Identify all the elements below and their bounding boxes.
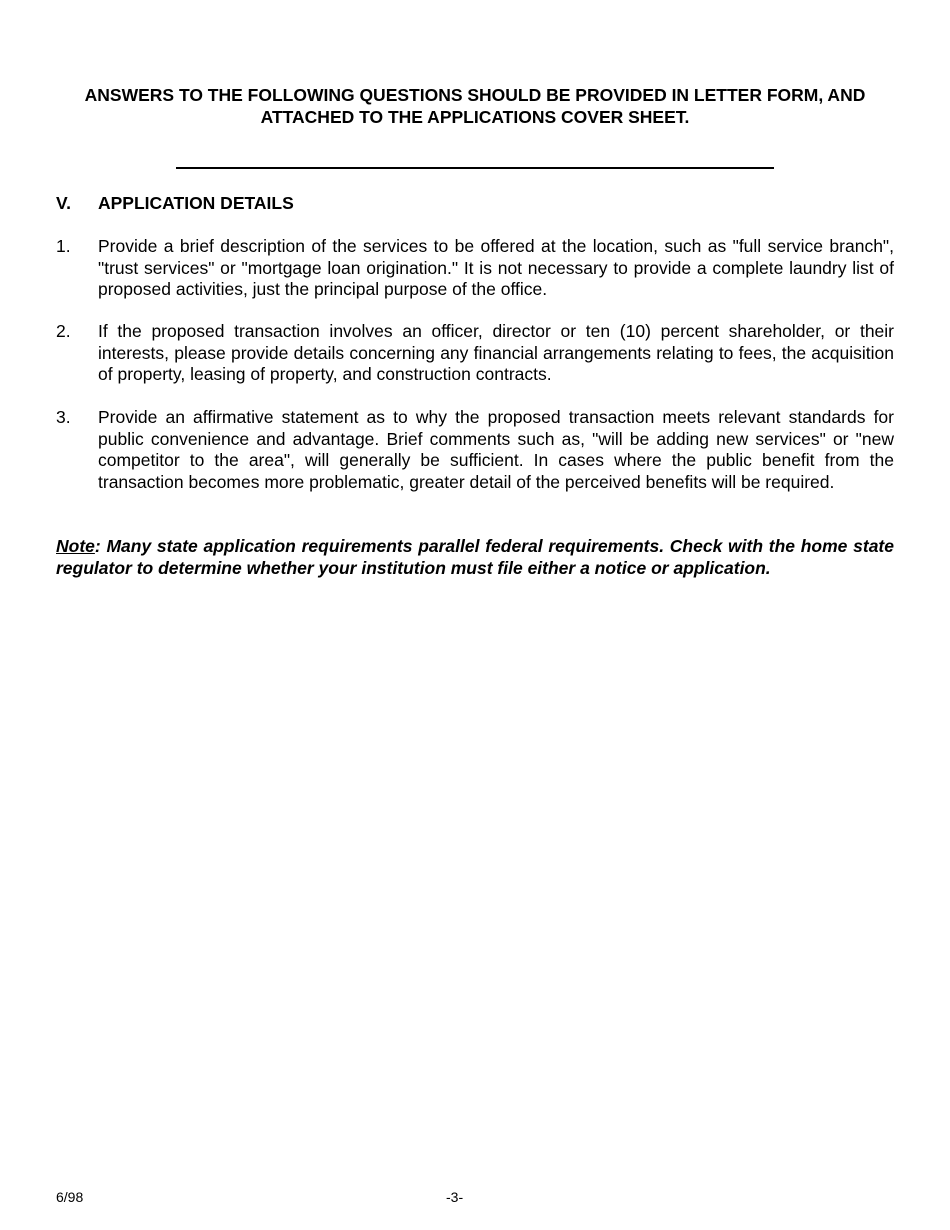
list-item — [56, 236, 894, 301]
instructions-header-line-2: ATTACHED TO THE APPLICATIONS COVER SHEET. — [260, 107, 690, 127]
horizontal-divider — [176, 167, 774, 169]
list-item-text: Provide a brief description of the services to be offered at the location, such as "full service branch", "trust services" or "mortgage loan origination." It is not necessary to provide a complete laundry list of proposed activities, just the principal purpose of the office. — [98, 236, 894, 299]
note-paragraph — [56, 536, 894, 579]
section-title: APPLICATION DETAILS — [98, 193, 294, 213]
note-label: Note — [56, 536, 95, 556]
list-item-number: 2. — [56, 321, 71, 341]
list-item — [56, 321, 894, 386]
list-item-text: If the proposed transaction involves an officer, director or ten (10) percent shareholder, or their interests, please provide details concerning any financial arrangements relating to fees, the acquisition of property, leasing of property, and construction contracts. — [98, 321, 894, 384]
footer-date: 6/98 — [56, 1189, 84, 1205]
list-item-number: 3. — [56, 407, 71, 427]
list-item-text: Provide an affirmative statement as to why the proposed transaction meets relevant standards for public convenience and advantage. Brief comments such as, "will be adding new services" or "new competitor to the area", will generally be sufficient. In cases where the public benefit from the transaction becomes more problematic, greater detail of the perceived benefits will be required. — [98, 407, 894, 492]
list-item — [56, 407, 894, 493]
note-text: : Many state application requirements parallel federal requirements. Check with the home state regulator to determine whether your institution must file either a notice or application. — [56, 536, 894, 578]
section-number: V. — [56, 193, 71, 213]
list-item-number: 1. — [56, 236, 71, 256]
instructions-header — [56, 84, 894, 128]
footer-page-number: -3- — [446, 1189, 464, 1205]
instructions-header-line-1: ANSWERS TO THE FOLLOWING QUESTIONS SHOULD BE PROVIDED IN LETTER FORM, AND — [84, 85, 866, 105]
